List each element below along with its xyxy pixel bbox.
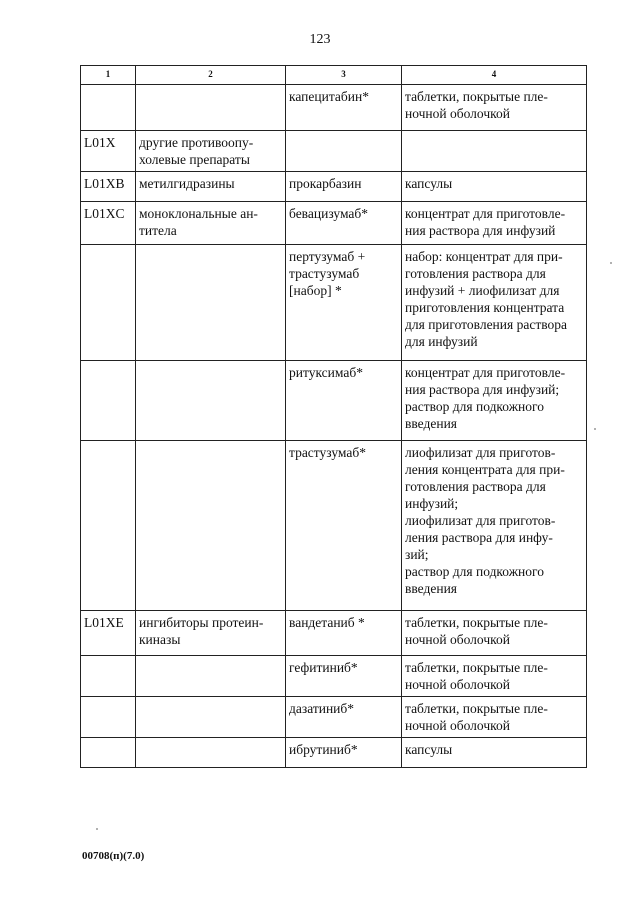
- table-row: [81, 656, 587, 697]
- drug-name-text: ибрутиниб*: [289, 742, 358, 757]
- drug-name-cell: [286, 245, 402, 361]
- dosage-form-text: концентрат для приготовле- ния раствора для инфузий; раствор для подкожного введения: [405, 365, 566, 431]
- dosage-form-cell: [402, 131, 587, 172]
- dosage-form-text: таблетки, покрытые пле- ночной оболочкой: [405, 615, 548, 647]
- table-row: [81, 441, 587, 611]
- column-header: 2: [136, 66, 286, 85]
- dosage-form-text: набор: концентрат для при- готовления раствора для инфузий + лиофилизат для приготовления концентрата для приготовления раствора для инфузий: [405, 249, 567, 349]
- group-text: моноклональные ан- титела: [139, 206, 258, 238]
- drug-name-cell: [286, 361, 402, 441]
- group-text: метилгидразины: [139, 176, 235, 191]
- group-cell: [136, 85, 286, 131]
- drug-name-text: дазатиниб*: [289, 701, 355, 716]
- drug-name-cell: [286, 738, 402, 768]
- drug-name-text: бевацизумаб*: [289, 206, 369, 221]
- group-cell: [136, 202, 286, 245]
- atc-code-cell: [81, 738, 136, 768]
- drug-name-text: гефитиниб*: [289, 660, 358, 675]
- atc-code-text: L01XB: [84, 176, 125, 191]
- dosage-form-cell: [402, 245, 587, 361]
- drug-name-text: капецитабин*: [289, 89, 369, 104]
- atc-code-cell: [81, 697, 136, 738]
- column-header: 4: [402, 66, 587, 85]
- table-header-row: [81, 66, 587, 85]
- group-cell: [136, 656, 286, 697]
- table-row: [81, 361, 587, 441]
- atc-code-text: L01XE: [84, 615, 124, 630]
- dosage-form-text: лиофилизат для приготов- ления концентрата для при- готовления раствора для инфузий; лиофилизат для приготов- ления раствора для инфу- зий; раствор для подкожного введения: [405, 445, 565, 596]
- dosage-form-cell: [402, 738, 587, 768]
- table-row: [81, 697, 587, 738]
- atc-code-cell: [81, 172, 136, 202]
- dosage-form-text: таблетки, покрытые пле- ночной оболочкой: [405, 660, 548, 692]
- drug-name-cell: [286, 441, 402, 611]
- drug-table: [80, 65, 587, 768]
- drug-name-text: пертузумаб + трастузумаб [набор] *: [289, 249, 366, 298]
- atc-code-cell: [81, 85, 136, 131]
- group-cell: [136, 611, 286, 656]
- dosage-form-text: капсулы: [405, 742, 453, 757]
- group-cell: [136, 131, 286, 172]
- table-row: [81, 245, 587, 361]
- scan-speck: [594, 428, 596, 430]
- scan-speck: [610, 262, 612, 264]
- group-text: ингибиторы протеин- киназы: [139, 615, 264, 647]
- atc-code-text: L01XC: [84, 206, 125, 221]
- dosage-form-cell: [402, 611, 587, 656]
- drug-name-text: вандетаниб *: [289, 615, 365, 630]
- group-cell: [136, 245, 286, 361]
- atc-code-cell: [81, 202, 136, 245]
- atc-code-cell: [81, 361, 136, 441]
- drug-name-cell: [286, 131, 402, 172]
- atc-code-cell: [81, 245, 136, 361]
- group-cell: [136, 361, 286, 441]
- table-row: [81, 131, 587, 172]
- atc-code-text: L01X: [84, 135, 116, 150]
- atc-code-cell: [81, 656, 136, 697]
- dosage-form-cell: [402, 202, 587, 245]
- dosage-form-text: таблетки, покрытые пле- ночной оболочкой: [405, 89, 548, 121]
- table-row: [81, 172, 587, 202]
- dosage-form-cell: [402, 656, 587, 697]
- drug-name-cell: [286, 656, 402, 697]
- group-cell: [136, 697, 286, 738]
- drug-name-cell: [286, 85, 402, 131]
- group-cell: [136, 172, 286, 202]
- dosage-form-text: концентрат для приготовле- ния раствора для инфузий: [405, 206, 566, 238]
- drug-name-cell: [286, 611, 402, 656]
- atc-code-cell: [81, 611, 136, 656]
- column-header: 1: [81, 66, 136, 85]
- dosage-form-cell: [402, 361, 587, 441]
- table-row: [81, 611, 587, 656]
- dosage-form-text: таблетки, покрытые пле- ночной оболочкой: [405, 701, 548, 733]
- document-code: 00708(п)(7.0): [82, 850, 145, 862]
- drug-name-cell: [286, 697, 402, 738]
- column-header: 3: [286, 66, 402, 85]
- dosage-form-cell: [402, 85, 587, 131]
- table-row: [81, 202, 587, 245]
- atc-code-cell: [81, 131, 136, 172]
- dosage-form-cell: [402, 441, 587, 611]
- atc-code-cell: [81, 441, 136, 611]
- drug-name-text: трастузумаб*: [289, 445, 366, 460]
- group-cell: [136, 738, 286, 768]
- group-cell: [136, 441, 286, 611]
- table-row: [81, 738, 587, 768]
- dosage-form-text: капсулы: [405, 176, 453, 191]
- scan-speck: [96, 828, 98, 830]
- table-row: [81, 85, 587, 131]
- drug-name-text: прокарбазин: [289, 176, 362, 191]
- dosage-form-cell: [402, 697, 587, 738]
- group-text: другие противоопу- холевые препараты: [139, 135, 254, 167]
- drug-name-cell: [286, 202, 402, 245]
- drug-name-text: ритуксимаб*: [289, 365, 363, 380]
- drug-name-cell: [286, 172, 402, 202]
- page-number: 123: [309, 32, 331, 47]
- dosage-form-cell: [402, 172, 587, 202]
